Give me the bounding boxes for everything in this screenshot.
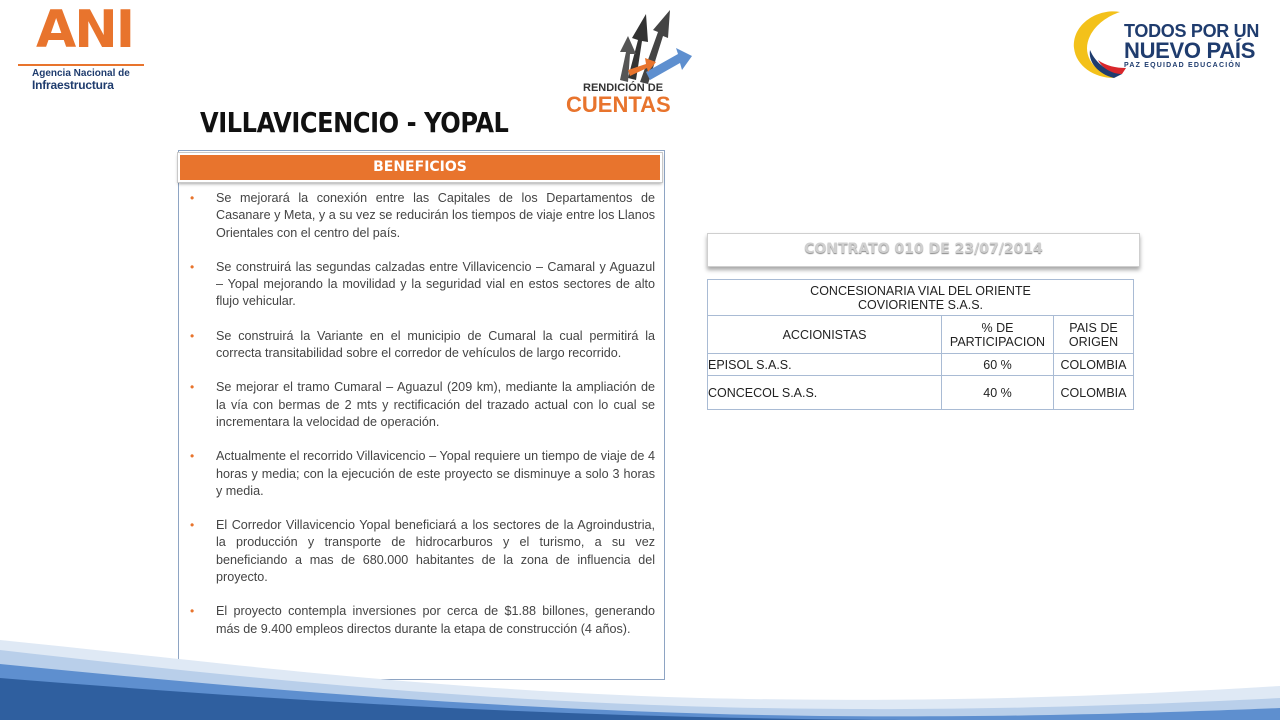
table-cell: COLOMBIA bbox=[1054, 354, 1134, 376]
table-row bbox=[708, 354, 1134, 376]
table-header-cell: % DE PARTICIPACION bbox=[942, 316, 1054, 354]
bullet-icon: • bbox=[190, 191, 195, 205]
gobierno-logo-line-3: PAZ EQUIDAD EDUCACIÓN bbox=[1124, 62, 1242, 69]
beneficio-text: Se mejorar el tramo Cumaral – Aguazul (209 km), mediante la ampliación de la vía con bermas de 2 mts y rectificación del trazado actual con lo cual se incrementara la velocidad de operación. bbox=[216, 380, 655, 429]
beneficio-text: El Corredor Villavicencio Yopal beneficiará a los sectores de la Agroindustria, la producción y transporte de hidrocarburos y el turismo, a su vez beneficiando a mas de 680.000 habitantes de la zona de influencia del proyecto. bbox=[216, 518, 655, 585]
list-item bbox=[190, 190, 655, 242]
footer-wave-decoration bbox=[0, 620, 1280, 720]
table-header-row bbox=[708, 316, 1134, 354]
gobierno-logo-line-1: TODOS POR UN bbox=[1124, 21, 1260, 41]
gobierno-logo-line-2: NUEVO PAÍS bbox=[1124, 38, 1256, 63]
beneficio-text: Se construirá la Variante en el municipio de Cumaral la cual permitirá la correcta transitabilidad sobre el corredor de vehículos de largo recorrido. bbox=[216, 328, 655, 361]
table-cell: EPISOL S.A.S. bbox=[708, 354, 942, 376]
table-title-row bbox=[708, 280, 1134, 316]
bullet-icon: • bbox=[190, 449, 195, 464]
bullet-icon: • bbox=[190, 518, 195, 533]
bullet-icon: • bbox=[190, 604, 195, 619]
contrato-label: CONTRATO 010 DE 23/07/2014 bbox=[804, 241, 1043, 257]
beneficio-text: Se mejorará la conexión entre las Capitales de los Departamentos de Casanare y Meta, y a su vez se reducirán los tiempos de viaje entre los Llanos Orientales con el centro del país. bbox=[216, 191, 655, 240]
beneficios-header-label: BENEFICIOS bbox=[373, 159, 467, 175]
table-cell: COLOMBIA bbox=[1054, 376, 1134, 410]
bullet-icon: • bbox=[190, 259, 195, 274]
rendicion-logo-top: RENDICIÓN DE bbox=[583, 82, 664, 94]
rendicion-logo-bottom: CUENTAS bbox=[566, 92, 671, 117]
beneficio-text: Actualmente el recorrido Villavicencio – Yopal requiere un tiempo de viaje de 4 horas y media; con la ejecución de este proyecto se disminuye a solo 3 horas y media. bbox=[216, 449, 655, 498]
table-cell: 60 % bbox=[942, 354, 1054, 376]
beneficio-text: Se construirá las segundas calzadas entre Villavicencio – Camaral y Aguazul – Yopal mejorando la movilidad y la seguridad vial en estos sectores de alto flujo vehicular. bbox=[216, 259, 655, 309]
list-item bbox=[190, 328, 655, 363]
list-item bbox=[190, 448, 655, 500]
table-title: CONCESIONARIA VIAL DEL ORIENTE COVIORIENTE S.A.S. bbox=[708, 280, 1134, 316]
ani-logo-subtitle-1: Agencia Nacional de bbox=[32, 68, 130, 79]
accionistas-table bbox=[707, 279, 1134, 410]
beneficio-text: El proyecto contempla inversiones por cerca de $1.88 billones, generando más de 9.400 empleos directos durante la etapa de construcción (4 años). bbox=[216, 604, 655, 636]
bullet-icon: • bbox=[190, 328, 195, 343]
table-row bbox=[708, 376, 1134, 410]
ani-logo-rule bbox=[18, 64, 144, 66]
list-item bbox=[190, 517, 655, 586]
table-cell: 40 % bbox=[942, 376, 1054, 410]
bullet-icon: • bbox=[190, 380, 195, 395]
ani-logo-wordmark: ANI bbox=[36, 0, 134, 60]
beneficios-list bbox=[190, 190, 655, 655]
table-header-cell: PAIS DE ORIGEN bbox=[1054, 316, 1134, 354]
table-header-cell: ACCIONISTAS bbox=[708, 316, 942, 354]
page-title: VILLAVICENCIO - YOPAL bbox=[200, 106, 509, 139]
table-cell: CONCECOL S.A.S. bbox=[708, 376, 942, 410]
list-item bbox=[190, 259, 655, 311]
list-item bbox=[190, 379, 655, 431]
ani-logo-subtitle-2: Infraestructura bbox=[32, 78, 114, 92]
